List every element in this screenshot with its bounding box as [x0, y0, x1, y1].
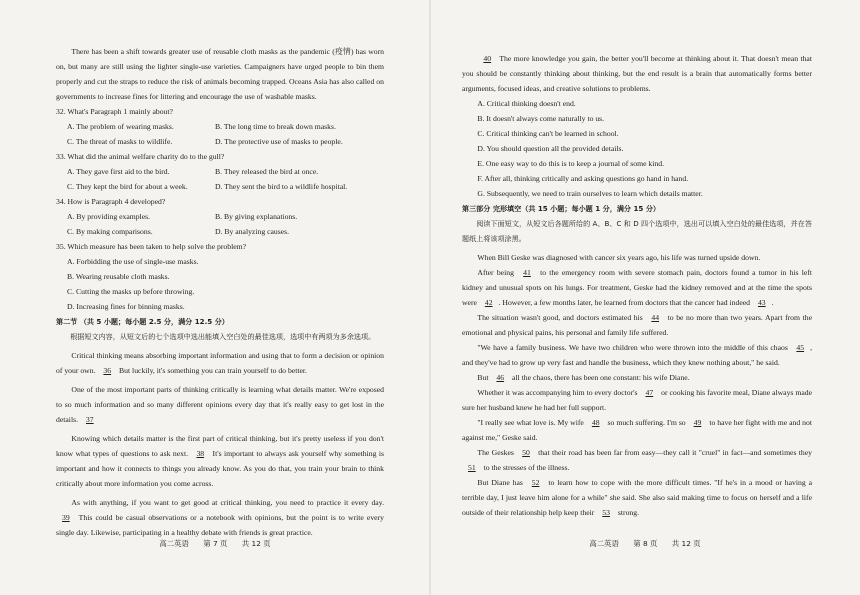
answer-option: A. The problem of wearing masks.	[67, 122, 174, 131]
blank-49: 49	[693, 418, 702, 427]
blank-43: 43	[757, 298, 766, 307]
blank-38: 38	[196, 449, 205, 458]
question-stem: 33. What did the animal welfare charity do to the gull?	[56, 152, 225, 161]
seven-choice-option: G. Subsequently, we need to train ourselves to learn which details matter.	[477, 189, 703, 198]
cloze-paragraph: "I really see what love is. My wife 48 so much suffering. I'm so 49 to have her fight with me and not against me," Geske said.	[462, 418, 812, 442]
answer-option: A. Forbidding the use of single-use masks.	[67, 257, 199, 266]
passage-paragraph: There has been a shift towards greater use of reusable cloth masks as the pandemic (疫情) has worn on, but many are still using the lighter single-use varieties. Campaigners have urged people to bin them properly and cut the straps to reduce the risk of animals becoming trapped. Oceans Asia has also called on governments to increase fines for littering and encourage the use of washable masks.	[56, 47, 384, 101]
cloze-paragraph: The situation wasn't good, and doctors estimated his 44 to be no more than two years. Apart from the emotional and physical pains, his personal and family life suffered.	[462, 313, 812, 337]
answer-options	[56, 164, 384, 194]
page-footer: 高二英语 第 7 页 共 12 页	[159, 539, 271, 548]
passage-paragraph: Knowing which details matter is the first part of critical thinking, but it's pretty useless if you don't know what types of questions to ask next. 38 It's important to always ask yourself why something is important and how it connects to things you already know. As you do that, you train your brain to think critically about more information you come across.	[56, 434, 385, 488]
blank-52: 52	[531, 478, 540, 487]
blank-51: 51	[468, 463, 476, 472]
passage-paragraph: One of the most important parts of thinking critically is learning what details matter. We're exposed to so much information and so many different opinions every day that it's really easy to get lost in the details. 37	[56, 385, 384, 424]
blank-41: 41	[523, 268, 531, 277]
blank-44: 44	[651, 313, 660, 322]
blank-37: 37	[85, 415, 94, 424]
answer-option: B. They released the bird at once.	[215, 167, 319, 176]
blank-42: 42	[484, 298, 493, 307]
answer-option: D. The protective use of masks to people.	[215, 137, 343, 146]
answer-option: C. Cutting the masks up before throwing.	[67, 287, 195, 296]
answer-options	[56, 119, 384, 149]
seven-choice-option: C. Critical thinking can't be learned in school.	[477, 129, 619, 138]
question-stem: 35. Which measure has been taken to help solve the problem?	[56, 242, 247, 251]
cloze-paragraph: But Diane has 52 to learn how to cope with the more difficult times. "If he's in a mood or having a terrible day, I just leave him alone for a while" she said. She also said making time to focus on herself and a life outside of their relationship help keep their 53 strong.	[462, 478, 813, 517]
option-list	[462, 96, 812, 201]
blank-46: 46	[496, 373, 505, 382]
answer-option: C. The threat of masks to wildlife.	[67, 137, 173, 146]
blank-53: 53	[602, 508, 610, 517]
cloze-paragraph: Whether it was accompanying him to every doctor's 47 or cooking his favorite meal, Diane always made sure her husband knew he had her full support.	[462, 388, 813, 412]
seven-choice-option: B. It doesn't always come naturally to us.	[477, 114, 605, 123]
answer-option: C. They kept the bird for about a week.	[67, 182, 188, 191]
passage-paragraph: 40 The more knowledge you gain, the better you'll become at thinking about it. That doesn't mean that you should be constantly thinking about thinking, but the end result is a brain that automatically forms better arguments, focused ideas, and creative solutions to problems.	[462, 54, 812, 93]
question-stem: 32. What's Paragraph 1 mainly about?	[56, 107, 173, 116]
section-heading: 第二节 （共 5 小题；每小题 2.5 分，满分 12.5 分）	[56, 317, 229, 326]
question-list	[56, 104, 384, 314]
answer-option: D. They sent the bird to a wildlife hospital.	[215, 182, 348, 191]
answer-option: A. By providing examples.	[67, 212, 151, 221]
passage-paragraph: Critical thinking means absorbing important information and using that to form a decision or opinion of your own. 36 But luckily, it's something you can train yourself to do better.	[56, 351, 384, 375]
answer-option: A. They gave first aid to the bird.	[67, 167, 170, 176]
blank-50: 50	[522, 448, 530, 457]
cloze-paragraph: When Bill Geske was diagnosed with cancer six years ago, his life was turned upside down.	[477, 253, 761, 262]
question-stem: 34. How is Paragraph 4 developed?	[56, 197, 166, 206]
cloze-paragraph: "We have a family business. We have two children who were thrown into the middle of this chaos 45 , and they've had to grow up very fast and handle the business, which they knew nothing about," he said.	[462, 343, 813, 367]
answer-option: B. Wearing reusable cloth masks.	[67, 272, 170, 281]
section-instruction: 阅读下面短文，从短文后各题所给的 A、B、C 和 D 四个选项中，选出可以填入空白处的最佳选项，并在答题纸上将该项涂黑。	[462, 219, 812, 243]
answer-option: D. By analyzing causes.	[215, 227, 290, 236]
page-footer: 高二英语 第 8 页 共 12 页	[589, 539, 701, 548]
blank-47: 47	[645, 388, 654, 397]
answer-option: B. By giving explanations.	[215, 212, 298, 221]
exam-page-8	[430, 0, 860, 595]
blank-40: 40	[483, 54, 492, 63]
seven-choice-option: A. Critical thinking doesn't end.	[477, 99, 576, 108]
blank-39: 39	[62, 513, 70, 522]
passage-paragraph: As with anything, if you want to get good at critical thinking, you need to practice it every day. 39 This could be casual observations or a notebook with opinions, but the point is to write every single day. Likewise, participating in a healthy debate with friends is great practice.	[56, 498, 384, 537]
seven-choice-option: E. One easy way to do this is to keep a journal of some kind.	[477, 159, 664, 168]
cloze-paragraph: But 46 all the chaos, there has been one constant: his wife Diane.	[477, 373, 690, 382]
answer-option: B. The long time to break down masks.	[215, 122, 336, 131]
section-instruction: 根据短文内容，从短文后的七个选项中选出能填入空白处的最佳选项，选项中有两项为多余选项。	[70, 332, 376, 341]
section-heading: 第三部分 完形填空（共 15 小题；每小题 1 分，满分 15 分）	[462, 204, 661, 213]
seven-choice-option: D. You should question all the provided details.	[477, 144, 624, 153]
answer-option: D. Increasing fines for binning masks.	[67, 302, 185, 311]
blank-48: 48	[591, 418, 600, 427]
answer-option: C. By making comparisons.	[67, 227, 153, 236]
blank-36: 36	[103, 366, 112, 375]
answer-options	[56, 209, 384, 239]
cloze-paragraph: After being 41 to the emergency room with severe stomach pain, doctors found a tumor in his left kidney and unusual spots on his lungs. For treatment, Geske had the kidney removed and at the time the spots were 42 . However, a few months later, he learned from doctors that the cancer had indeed 43 .	[462, 268, 813, 307]
blank-45: 45	[796, 343, 805, 352]
cloze-paragraph: The Geskes 50 that their road has been far from easy—they call it "cruel" in fact—and sometimes they 51 to the stresses of the illness.	[462, 445, 812, 475]
answer-options	[56, 254, 384, 314]
seven-choice-option: F. After all, thinking critically and asking questions go hand in hand.	[477, 174, 689, 183]
